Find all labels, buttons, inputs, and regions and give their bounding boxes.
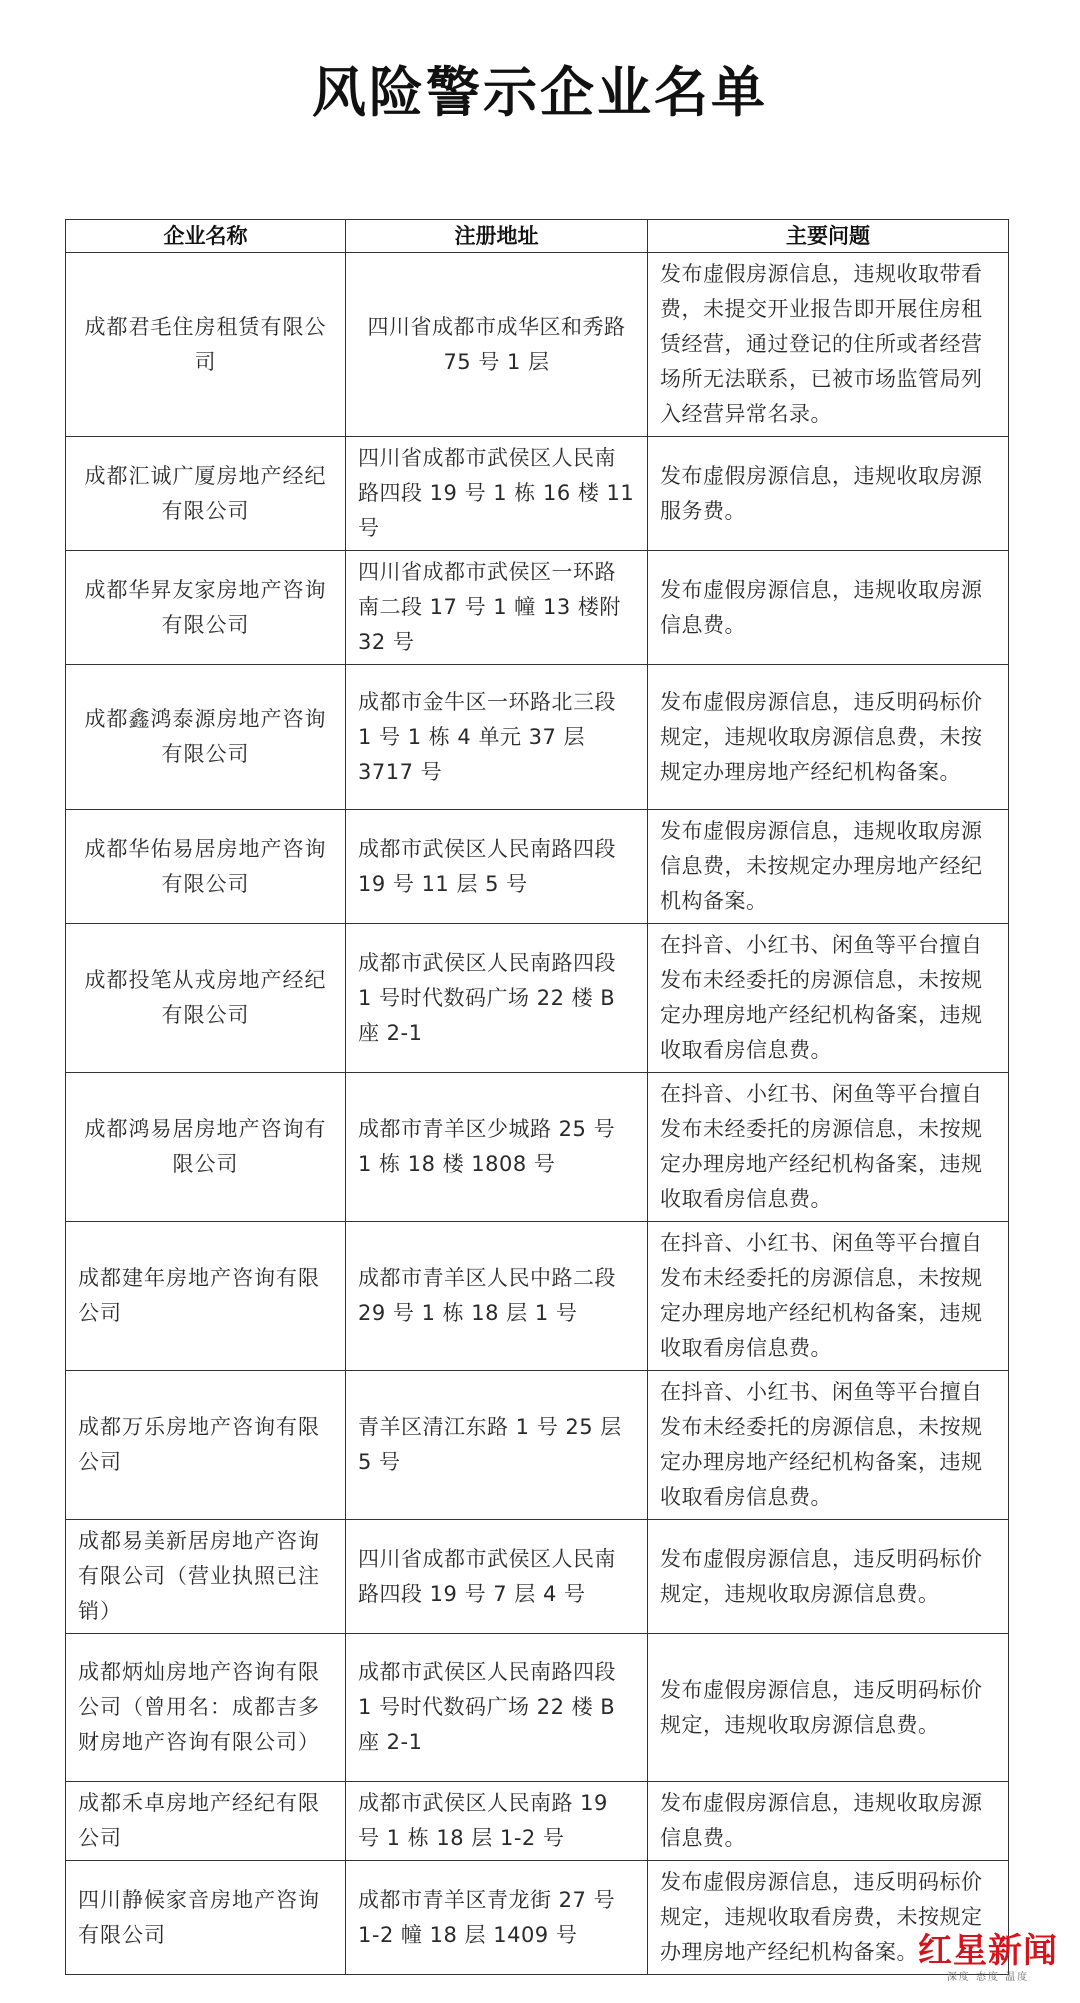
address-cell: 四川省成都市成华区和秀路 75 号 1 层 (346, 253, 648, 437)
news-watermark (918, 1931, 1058, 1989)
risk-warning-table (65, 219, 1009, 1975)
address-cell: 成都市金牛区一环路北三段 1 号 1 栋 4 单元 37 层 3717 号 (346, 665, 648, 810)
issue-cell: 在抖音、小红书、闲鱼等平台擅自发布未经委托的房源信息，未按规定办理房地产经纪机构备案，违规收取看房信息费。 (648, 1073, 1009, 1222)
address-cell: 成都市青羊区少城路 25 号 1 栋 18 楼 1808 号 (346, 1073, 648, 1222)
table-row (66, 810, 1009, 924)
company-name-cell: 成都万乐房地产咨询有限公司 (66, 1371, 346, 1520)
address-cell: 成都市青羊区青龙街 27 号 1-2 幢 18 层 1409 号 (346, 1861, 648, 1975)
table-row (66, 1634, 1009, 1782)
company-name-cell: 成都华佑易居房地产咨询有限公司 (66, 810, 346, 924)
company-name-cell: 成都炳灿房地产咨询有限公司（曾用名：成都吉多财房地产咨询有限公司） (66, 1634, 346, 1782)
address-cell: 成都市武侯区人民南路 19 号 1 栋 18 层 1-2 号 (346, 1782, 648, 1861)
address-cell: 成都市武侯区人民南路四段 1 号时代数码广场 22 楼 B 座 2-1 (346, 924, 648, 1073)
address-cell: 四川省成都市武侯区一环路南二段 17 号 1 幢 13 楼附 32 号 (346, 551, 648, 665)
table-row (66, 924, 1009, 1073)
header-registered-address: 注册地址 (346, 220, 648, 253)
issue-cell: 在抖音、小红书、闲鱼等平台擅自发布未经委托的房源信息，未按规定办理房地产经纪机构备案，违规收取看房信息费。 (648, 1222, 1009, 1371)
table-row (66, 1861, 1009, 1975)
table-row (66, 437, 1009, 551)
issue-cell: 发布虚假房源信息，违规收取带看费，未提交开业报告即开展住房租赁经营，通过登记的住所或者经营场所无法联系，已被市场监管局列入经营异常名录。 (648, 253, 1009, 437)
table-row (66, 551, 1009, 665)
company-name-cell: 成都华昇友家房地产咨询有限公司 (66, 551, 346, 665)
address-cell: 成都市青羊区人民中路二段 29 号 1 栋 18 层 1 号 (346, 1222, 648, 1371)
issue-cell: 发布虚假房源信息，违反明码标价规定，违规收取房源信息费。 (648, 1634, 1009, 1782)
table-row (66, 1222, 1009, 1371)
company-name-cell: 成都禾卓房地产经纪有限公司 (66, 1782, 346, 1861)
issue-cell: 发布虚假房源信息，违反明码标价规定，违规收取房源信息费，未按规定办理房地产经纪机构备案。 (648, 665, 1009, 810)
table-row (66, 1371, 1009, 1520)
table-row (66, 665, 1009, 810)
company-name-cell: 成都君毛住房租赁有限公司 (66, 253, 346, 437)
address-cell: 四川省成都市武侯区人民南路四段 19 号 7 层 4 号 (346, 1520, 648, 1634)
table-row (66, 1073, 1009, 1222)
issue-cell: 发布虚假房源信息，违规收取房源信息费。 (648, 551, 1009, 665)
issue-cell: 在抖音、小红书、闲鱼等平台擅自发布未经委托的房源信息，未按规定办理房地产经纪机构备案，违规收取看房信息费。 (648, 924, 1009, 1073)
company-name-cell: 成都鑫鸿泰源房地产咨询有限公司 (66, 665, 346, 810)
table-header-row (66, 220, 1009, 253)
header-company-name: 企业名称 (66, 220, 346, 253)
address-cell: 青羊区清江东路 1 号 25 层 5 号 (346, 1371, 648, 1520)
news-tagline: 深度 态度 温度 (946, 1972, 1030, 1983)
issue-cell: 发布虚假房源信息，违规收取房源服务费。 (648, 437, 1009, 551)
address-cell: 四川省成都市武侯区人民南路四段 19 号 1 栋 16 楼 11 号 (346, 437, 648, 551)
issue-cell: 发布虚假房源信息，违规收取房源信息费。 (648, 1782, 1009, 1861)
table-row (66, 1520, 1009, 1634)
company-name-cell: 四川静候家音房地产咨询有限公司 (66, 1861, 346, 1975)
issue-cell: 发布虚假房源信息，违反明码标价规定，违规收取看房费，未按规定办理房地产经纪机构备案。 (648, 1861, 1009, 1975)
address-cell: 成都市武侯区人民南路四段 19 号 11 层 5 号 (346, 810, 648, 924)
issue-cell: 在抖音、小红书、闲鱼等平台擅自发布未经委托的房源信息，未按规定办理房地产经纪机构备案，违规收取看房信息费。 (648, 1371, 1009, 1520)
address-cell: 成都市武侯区人民南路四段 1 号时代数码广场 22 楼 B 座 2-1 (346, 1634, 648, 1782)
header-main-issues: 主要问题 (648, 220, 1009, 253)
company-name-cell: 成都汇诚广厦房地产经纪有限公司 (66, 437, 346, 551)
company-name-cell: 成都建年房地产咨询有限公司 (66, 1222, 346, 1371)
issue-cell: 发布虚假房源信息，违反明码标价规定，违规收取房源信息费。 (648, 1520, 1009, 1634)
issue-cell: 发布虚假房源信息，违规收取房源信息费，未按规定办理房地产经纪机构备案。 (648, 810, 1009, 924)
table-row (66, 1782, 1009, 1861)
document-title: 风险警示企业名单 (312, 60, 768, 124)
table-row (66, 253, 1009, 437)
news-logo: 红星新闻 (918, 1931, 1058, 1971)
company-name-cell: 成都鸿易居房地产咨询有限公司 (66, 1073, 346, 1222)
company-name-cell: 成都投笔从戎房地产经纪有限公司 (66, 924, 346, 1073)
company-name-cell: 成都易美新居房地产咨询有限公司（营业执照已注销） (66, 1520, 346, 1634)
